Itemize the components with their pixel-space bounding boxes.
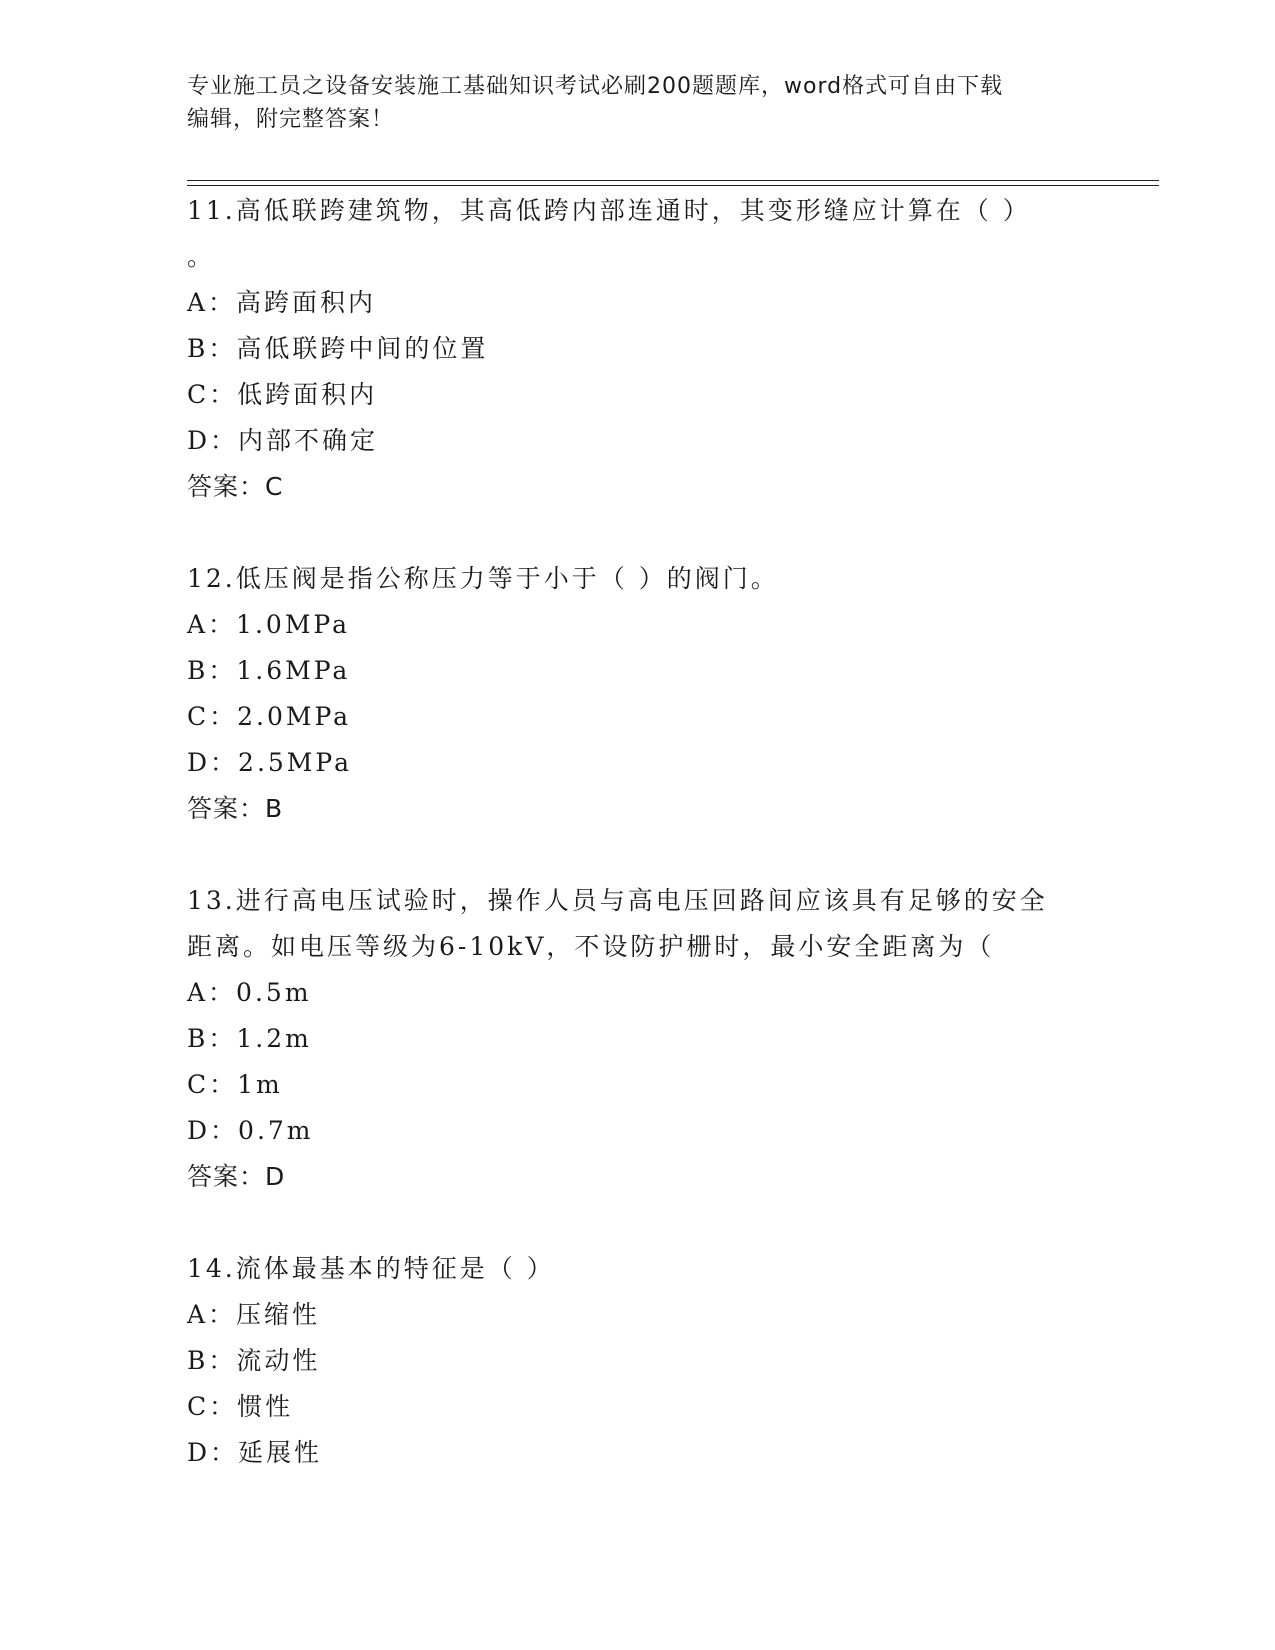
question-stem-continued: 。 xyxy=(187,242,216,271)
question-stem: 13.进行高电压试验时，操作人员与高电压回路间应该具有足够的安全 xyxy=(187,886,1048,915)
option-a: A：0.5m xyxy=(187,978,312,1007)
answer: 答案：B xyxy=(187,794,284,823)
answer: 答案：C xyxy=(187,472,284,501)
question-11 xyxy=(187,188,1087,510)
option-a: A：高跨面积内 xyxy=(187,288,377,317)
header-title-line-1: 专业施工员之设备安装施工基础知识考试必刷200题题库，word格式可自由下载 xyxy=(187,74,1004,99)
option-a: A：1.0MPa xyxy=(187,610,351,639)
option-a: A：压缩性 xyxy=(187,1300,321,1329)
option-d: D：延展性 xyxy=(187,1438,323,1467)
question-stem-continued: 距离。如电压等级为6-10kV，不设防护栅时，最小安全距离为（ xyxy=(187,932,995,961)
header-title-line-2: 编辑，附完整答案！ xyxy=(187,107,395,132)
question-12 xyxy=(187,556,1087,832)
question-stem: 12.低压阀是指公称压力等于小于（ ）的阀门。 xyxy=(187,564,779,593)
header-divider-top xyxy=(187,180,1159,181)
option-b: B：高低联跨中间的位置 xyxy=(187,334,489,363)
option-b: B：1.2m xyxy=(187,1024,312,1053)
option-d: D：内部不确定 xyxy=(187,426,379,455)
question-14 xyxy=(187,1246,1087,1476)
header-divider-bottom xyxy=(187,185,1159,186)
option-b: B：1.6MPa xyxy=(187,656,351,685)
question-stem: 14.流体最基本的特征是（ ） xyxy=(187,1254,555,1283)
answer: 答案：D xyxy=(187,1162,286,1191)
option-b: B：流动性 xyxy=(187,1346,321,1375)
option-d: D：0.7m xyxy=(187,1116,314,1145)
question-stem: 11.高低联跨建筑物，其高低跨内部连通时，其变形缝应计算在（ ） xyxy=(187,196,1031,225)
option-c: C：1m xyxy=(187,1070,283,1099)
option-d: D：2.5MPa xyxy=(187,748,353,777)
question-13 xyxy=(187,878,1087,1200)
option-c: C：2.0MPa xyxy=(187,702,352,731)
option-c: C：惯性 xyxy=(187,1392,294,1421)
document-header xyxy=(187,70,1087,136)
option-c: C：低跨面积内 xyxy=(187,380,378,409)
question-list xyxy=(187,188,1087,1476)
